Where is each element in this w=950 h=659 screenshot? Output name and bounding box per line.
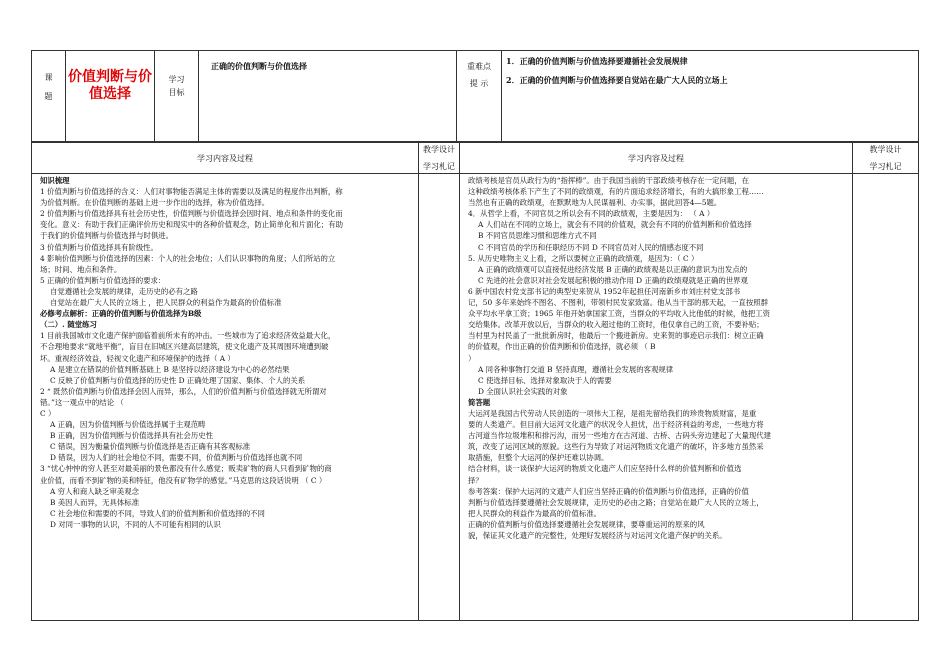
right-text-line: 参考答案：保护大运河的文遗产人们应当坚持正确的价值判断与价值选择，正确的价值 xyxy=(468,486,749,496)
header-table xyxy=(31,50,919,143)
right-text-line: 古河道当作垃圾堆积和排污沟，而另一些地方在古河道、古桥、古码头旁边建起了大量现代建 xyxy=(468,431,772,441)
left-text-line: 4 影响价值判断与价值选择的因素：个人的社会地位；人们认识事物的角度；人们所站的立 xyxy=(40,253,336,263)
left-text-line: A 是建立在错误的价值判断基础上 B 是坚持以经济建设为中心的必然结果 xyxy=(50,364,290,374)
left-text-line: 错。”这一观点中的结论 （ xyxy=(40,397,124,407)
right-notes-cell xyxy=(853,174,919,621)
left-text-line: 3 价值判断与价值选择具有阶级性。 xyxy=(40,242,158,252)
left-text-line: 为价值判断。在价值判断的基础上进一步作出的选择，称为价值选择。 xyxy=(40,198,270,208)
left-text-line: A 正确，因为价值判断与价值选择属于主观范畴 xyxy=(50,420,206,430)
left-text-line: （二）. 随堂练习 xyxy=(40,320,97,330)
left-text-line: B 美因人而异，无具体标准 xyxy=(50,497,140,507)
right-text-line: D 全面认识社会实践的对象 xyxy=(478,386,568,396)
left-text-line: 1 价值判断与价值选择的含义：人们对事物能否满足主体的需要以及满足的程度作出判断，称 xyxy=(40,187,343,197)
right-text-line: 6 新中国农村党支部书记的典型史来贺从 1952年起担任河南新乡市刘庄村党支部书 xyxy=(468,286,741,296)
lesson-label: 课 xyxy=(44,73,53,82)
design-header-left: 教学设计 学习札记 xyxy=(419,142,460,174)
left-text-line: 变化。意义：有助于我们正确评价历史和现实中的各种价值观念，防止简单化和片面化；有助 xyxy=(40,220,344,230)
right-text-line: C 先进的社会意识对社会发展起积极的推动作用 D 正确的政绩观就是正确的世界观 xyxy=(478,275,748,285)
left-text-line: 5 正确的价值判断与价值选择的要求： xyxy=(40,275,166,285)
key-label: 提 示 xyxy=(469,79,489,88)
lesson-label-cell xyxy=(32,51,66,143)
right-text-line: 貌，保证其文化遗产的完整性，处理好发展经济与对运河文化遗产保护的关系。 xyxy=(468,531,727,540)
left-text-line: 2 “ 既然价值判断与价值选择会因人而异，那么，人们的价值判断与价值选择就无所谓对 xyxy=(40,386,327,396)
right-text-line: A 人们站在不同的立场上，就会有不同的价值观，就会有不同的价值判断和价值选择 xyxy=(478,220,752,230)
left-text-line: C 反映了价值判断与价值选择的历史性 D 正确处理了国家、集体、个人的关系 xyxy=(50,375,306,385)
right-text-line: 政绩考核是官员从政行为的“指挥棒”。由于我国当前的干部政绩考核存在一定问题，在 xyxy=(468,176,750,185)
goal-text: 正确的价值判断与价值选择 xyxy=(211,61,307,71)
lesson-title-cell xyxy=(66,51,155,143)
left-text-line: 3 “忧心忡忡的穷人甚至对最美丽的景色都没有什么感觉；贩卖矿物的商人只看到矿物的商 xyxy=(40,464,332,474)
content-header-right: 学习内容及过程 xyxy=(460,142,853,174)
key-point: 2．正确的价值判断与价值选择要自觉站在最广大人民的立场上 xyxy=(506,75,728,85)
left-text-line: C ） xyxy=(40,408,56,418)
key-label-cell xyxy=(457,51,502,143)
right-text-line: 5. 从历史唯物主义上看，之所以要树立正确的政绩观，是因为：（ C ） xyxy=(468,253,699,263)
right-text-line: 择？ xyxy=(468,475,483,485)
key-points-cell xyxy=(502,51,919,143)
right-content-cell xyxy=(460,174,853,621)
goal-label: 目标 xyxy=(168,88,185,97)
goal-label-cell xyxy=(155,51,199,143)
left-text-line: D 对同一事物的认识，不同的人不可能有相同的认识 xyxy=(50,519,221,529)
lesson-title: 价值判断与价 xyxy=(68,69,152,85)
right-text-line: 把人民群众的利益作为最高的价值标准。 xyxy=(468,508,602,518)
left-text-line: B 正确，因为价值判断与价值选择具有社会历史性 xyxy=(50,431,213,441)
left-text-line: 自觉遵循社会发展的规律，走历史的必有之路 xyxy=(50,286,198,296)
column-header-table xyxy=(31,141,919,174)
right-text-line: 简答题 xyxy=(468,397,491,407)
left-text-line: C 社会地位和需要的不同，导致人们的价值判断和价值选择的不同 xyxy=(50,508,265,518)
left-text-line: 不合理地要求“就地平衡”，盲目在旧城区兴建高层建筑，使文化遗产及其周围环境遭到破 xyxy=(40,342,329,352)
design-header-right: 教学设计 学习札记 xyxy=(853,142,919,174)
left-text-line: 场；时间、地点和条件。 xyxy=(40,264,122,274)
left-text-line: 坏。重视经济效益，轻视文化遗产和环境保护的选择（ A ） xyxy=(40,353,235,363)
right-text-line: 4．从哲学上看，不同官员之所以会有不同的政绩观，主要是因为： （ A ） xyxy=(468,209,715,219)
key-label: 重难点 xyxy=(467,62,491,71)
right-text-line: 判断与价值选择要遵循社会发展规律，走历史的必由之路；自觉站在最广大人民的立场上， xyxy=(468,497,764,507)
left-text-line: A 穷人和商人缺乏审美观念 xyxy=(50,486,139,496)
lesson-title: 值选择 xyxy=(89,86,131,102)
left-text-line: 1 目前我国城市文化遗产保护面临着前所未有的冲击。一些城市为了追求经济效益最大化， xyxy=(40,331,336,341)
right-text-line: B 不同官员思维习惯和思维方式不同 xyxy=(478,231,597,241)
goal-label: 学习 xyxy=(168,75,185,84)
right-text-line: 记，50 多年来始终不图名、不图利，带领村民发家致富。他从当干部的那天起，一直按照群 xyxy=(468,298,768,308)
right-text-line: 取措施，但整个大运河的保护还难以协调。 xyxy=(468,453,609,463)
right-text-line: 的价值观，作出正确的价值判断和价值选择，就必须 （ B xyxy=(468,342,656,352)
goal-text-cell xyxy=(199,51,457,143)
left-text-line: C 错误，因为衡量价值判断与价值选择是否正确有其客观标准 xyxy=(50,442,251,452)
left-text-line: 必修考点解析：正确的价值判断与价值选择为B级 xyxy=(40,309,202,319)
left-text-line: 自觉站在最广大人民的立场上 ，把人民群众的利益作为最高的价值标准 xyxy=(50,298,282,308)
right-text-line: A 正确的政绩观可以直接促进经济发展 B 正确的政绩观是以正确的意识为出发点的 xyxy=(478,264,748,274)
right-text-line: 大运河是我国古代劳动人民创造的一项伟大工程，是祖先留给我们的珍贵物质财富，是重 xyxy=(468,408,757,418)
right-text-line: 当村里为村民盖了一批批新房时，他最后一个搬进新房。史来贺的事迹启示我们：树立正确 xyxy=(468,331,764,341)
left-content xyxy=(32,174,418,530)
right-text-line: 结合材料，谈一谈保护大运河的物质文化遗产人们应坚持什么样的价值判断和价值选 xyxy=(468,464,742,474)
right-text-line: 众平均水平拿工资；1965 年他开始拿国家工资，当群众的平均收入比他低的时候，他把工资 xyxy=(468,309,771,319)
body-table xyxy=(31,173,919,621)
right-text-line: 正确的价值判断与价值选择要遵循社会发展规律，要尊重运河的原来的风 xyxy=(468,519,705,529)
left-text-line: 于我们的价值判断与价值选择与时俱进。 xyxy=(40,231,174,241)
right-text-line: C 不同官员的学历和任职经历不同 D 不同官员对人民的情感态度不同 xyxy=(478,242,704,252)
right-text-line: 这种政绩考核体系下产生了不同的政绩观，有的片面追求经济增长，有的大搞形象工程…… xyxy=(468,187,764,197)
right-text-line: A 同各种事物打交道 B 坚持真理，遵循社会发展的客观规律 xyxy=(478,364,674,374)
right-text-line: 当然也有正确的政绩观，在默默地为人民谋福利、办实事，据此回答4—5题。 xyxy=(468,198,722,208)
content-header-left: 学习内容及过程 xyxy=(32,142,419,174)
right-text-line: ） xyxy=(468,353,476,363)
right-content xyxy=(460,174,852,541)
right-text-line: C 使选择目标、选择对象取决于人的需要 xyxy=(478,375,612,385)
left-text-line: 业价值，而看不到矿物的美和特征，他没有矿物学的感觉。”马克思的这段话说明 （ C ） xyxy=(40,475,327,485)
left-text-line: 2 价值判断与价值选择具有社会历史性，价值判断与价值选择会因时间、地点和条件的变化而 xyxy=(40,209,343,219)
right-text-line: 要的人类遗产。但目前大运河文化遗产的状况令人担忧，出于经济利益的考虑，一些地方将 xyxy=(468,420,764,430)
lesson-label: 题 xyxy=(44,92,53,101)
key-point: 1．正确的价值判断与价值选择要遵循社会发展规律 xyxy=(506,56,688,66)
left-text-line: D 错误，因为人们的社会地位不同，需要不同，价值判断与价值选择也就不同 xyxy=(50,453,303,463)
right-text-line: 交给集体。改革开放以后，当群众的收入超过他的工资时，他仅拿自己的工资，不要补贴； xyxy=(468,320,764,330)
left-text-line: 知识梳理 xyxy=(40,176,70,185)
right-text-line: 筑，改变了运河区域的原貌。这些行为导致了对运河物质文化遗产的破坏，许多地方虽然采 xyxy=(468,442,764,452)
left-content-cell xyxy=(32,174,419,621)
left-notes-cell xyxy=(419,174,460,621)
